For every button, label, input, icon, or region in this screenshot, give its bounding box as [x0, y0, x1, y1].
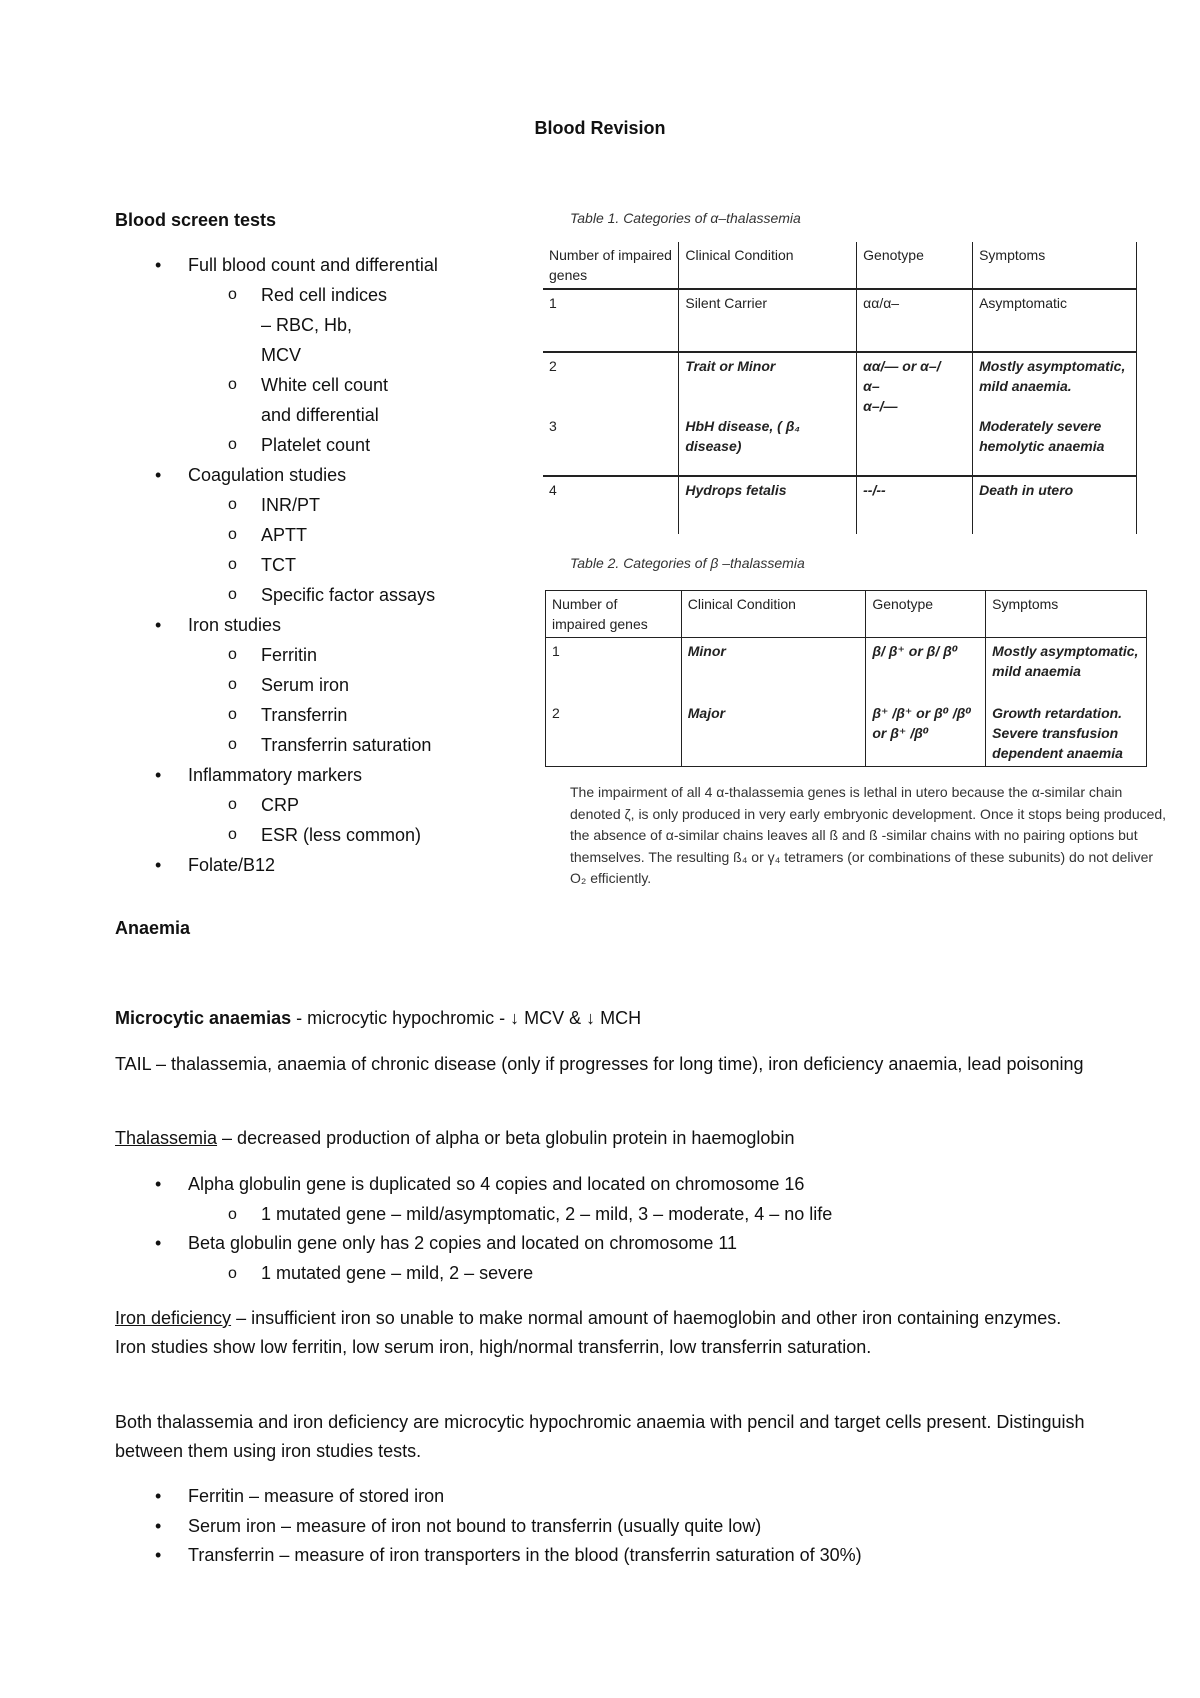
- table-cell: [546, 638, 682, 767]
- microcytic-line: [115, 1004, 1095, 1033]
- table-cell-line: Growth retardation. Severe transfusion dependent anaemia: [992, 705, 1123, 761]
- table-cell-line: Trait or Minor: [685, 358, 776, 374]
- anaemia-heading: Anaemia: [115, 918, 191, 938]
- list-item: • Ferritin – measure of stored iron: [115, 1482, 1115, 1512]
- table-cell: [679, 352, 857, 476]
- list-item: • Serum iron – measure of iron not bound to transferrin (usually quite low): [115, 1512, 1115, 1542]
- table-header: Symptoms: [973, 242, 1137, 289]
- blood-screen-list: [115, 250, 515, 880]
- iron-deficiency-text: – insufficient iron so unable to make normal amount of haemoglobin and other iron containing enzymes. Iron studies show low ferritin, low serum iron, high/normal transferrin, low transferrin saturation.: [115, 1308, 1062, 1357]
- list-item: • Beta globulin gene only has 2 copies and located on chromosome 11: [115, 1229, 1115, 1259]
- table-cell: [973, 352, 1137, 476]
- beta-thalassemia-table: [545, 590, 1147, 767]
- microcytic-term: Microcytic anaemias: [115, 1008, 292, 1028]
- table-header: Clinical Condition: [681, 591, 866, 638]
- table-cell: 4: [543, 476, 679, 534]
- list-item: • Coagulation studies: [115, 460, 515, 490]
- table-cell-line: αα/— or α–/α–: [863, 358, 941, 394]
- list-item: • Transferrin – measure of iron transporters in the blood (transferrin saturation of 30%): [115, 1541, 1115, 1571]
- table-cell: Hydrops fetalis: [679, 476, 857, 534]
- table-cell: Asymptomatic: [973, 289, 1137, 352]
- table-header: Number of impaired genes: [543, 242, 679, 289]
- iron-studies-list: [115, 1482, 1115, 1571]
- list-subitem: o 1 mutated gene – mild, 2 – severe: [115, 1259, 1115, 1289]
- list-subitem: o APTT: [115, 520, 515, 550]
- table-cell-line: 1: [552, 643, 560, 659]
- list-subitem: o Serum iron: [115, 670, 515, 700]
- table-cell-line: 2: [552, 705, 560, 721]
- list-item: • Inflammatory markers: [115, 760, 515, 790]
- table-cell: [857, 352, 973, 476]
- list-item: • Iron studies: [115, 610, 515, 640]
- table-cell-line: β⁺ /β⁺ or β⁰ /β⁰ or β⁺ /β⁰: [872, 705, 972, 741]
- table-header: Symptoms: [986, 591, 1147, 638]
- list-item: • Full blood count and differential: [115, 250, 515, 280]
- thalassemia-list: [115, 1170, 1115, 1288]
- tail-paragraph: TAIL – thalassemia, anaemia of chronic disease (only if progresses for long time), iron deficiency anaemia, lead poisoning: [115, 1054, 1084, 1074]
- table-cell: Death in utero: [973, 476, 1137, 534]
- table-cell: Silent Carrier: [679, 289, 857, 352]
- list-subitem: o INR/PT: [115, 490, 515, 520]
- list-subitem: o Specific factor assays: [115, 580, 515, 610]
- table-cell-line: Major: [687, 705, 726, 721]
- thalassemia-note: The impairment of all 4 α-thalassemia genes is lethal in utero because the α-similar chain denoted ζ, is only produced in very early embryonic development. Once it stops being produced, the absence of α-similar chains leaves all ß and ß -similar chains with no pairing options but themselves. The resulting ß₄ or γ₄ tetramers (or combinations of these subunits) do not deliver O₂ efficiently.: [570, 784, 1167, 886]
- table-cell: --/--: [857, 476, 973, 534]
- table-cell-line: Mostly asymptomatic, mild anaemia.: [979, 358, 1126, 394]
- thalassemia-term: Thalassemia: [115, 1128, 218, 1148]
- list-item: • Alpha globulin gene is duplicated so 4 copies and located on chromosome 16: [115, 1170, 1115, 1200]
- table-cell: [866, 638, 986, 767]
- list-subitem: o Transferrin: [115, 700, 515, 730]
- list-subitem: o Platelet count: [115, 430, 515, 460]
- table-cell-line: Minor: [687, 643, 726, 659]
- list-item: • Folate/B12: [115, 850, 515, 880]
- list-subitem: o CRP: [115, 790, 515, 820]
- table1-caption: Table 1. Categories of α–thalassemia: [570, 210, 801, 226]
- list-subitem: o Ferritin: [115, 640, 515, 670]
- microcytic-text: - microcytic hypochromic - ↓ MCV & ↓ MCH: [291, 1008, 642, 1028]
- table-header: Genotype: [857, 242, 973, 289]
- blood-screen-heading: Blood screen tests: [115, 210, 277, 230]
- thalassemia-text: – decreased production of alpha or beta globulin protein in haemoglobin: [217, 1128, 795, 1148]
- page-title: Blood Revision: [534, 118, 666, 138]
- table-cell-line: Moderately severe hemolytic anaemia: [979, 418, 1105, 454]
- table-cell-line: α–/—: [863, 398, 898, 414]
- thalassemia-line: [115, 1124, 1095, 1153]
- list-subitem: o ESR (less common): [115, 820, 515, 850]
- table-cell: [543, 352, 679, 476]
- table-cell-line: HbH disease, ( β₄ disease): [685, 418, 801, 454]
- table-cell: 1: [543, 289, 679, 352]
- list-subitem: o Transferrin saturation: [115, 730, 515, 760]
- list-subitem: o White cell count and differential: [115, 370, 515, 430]
- table-cell-line: 2: [549, 358, 557, 374]
- iron-deficiency-term: Iron deficiency: [115, 1308, 232, 1328]
- list-subitem: o TCT: [115, 550, 515, 580]
- list-subitem: o 1 mutated gene – mild/asymptomatic, 2 – mild, 3 – moderate, 4 – no life: [115, 1200, 1115, 1230]
- table-cell: αα/α–: [857, 289, 973, 352]
- table-cell: [986, 638, 1147, 767]
- table-cell-line: 3: [549, 418, 557, 434]
- table2-caption: Table 2. Categories of β –thalassemia: [570, 555, 805, 571]
- alpha-thalassemia-table: [543, 242, 1137, 534]
- list-subitem: o Red cell indices – RBC, Hb, MCV: [115, 280, 515, 370]
- both-paragraph: Both thalassemia and iron deficiency are microcytic hypochromic anaemia with pencil and target cells present. Distinguish between them using iron studies tests.: [115, 1412, 1085, 1461]
- iron-deficiency-paragraph: [115, 1304, 1095, 1362]
- table-header: Number of impaired genes: [546, 591, 682, 638]
- table-header: Clinical Condition: [679, 242, 857, 289]
- table-header: Genotype: [866, 591, 986, 638]
- table-cell-line: β/ β⁺ or β/ β⁰: [872, 643, 958, 659]
- table-cell-line: Mostly asymptomatic, mild anaemia: [992, 643, 1139, 679]
- table-cell: [681, 638, 866, 767]
